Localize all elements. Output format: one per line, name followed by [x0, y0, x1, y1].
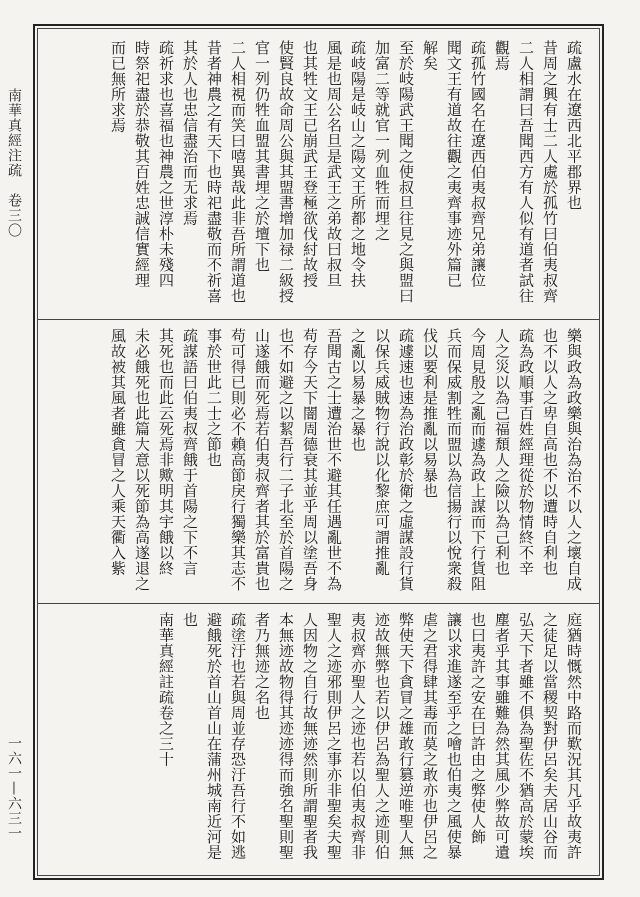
text-column: 至於岐陽武王聞之使叔旦往見之與盟曰 [397, 40, 415, 304]
text-column: 樂與政為政樂與治為治不以人之壞自成 [565, 328, 583, 592]
section-divider [37, 603, 600, 604]
text-column: 苟存今天下闇周德衰其並乎周以塗吾身 [301, 328, 319, 592]
text-column: 疏盧水在遼西北平郡界也 [565, 40, 583, 211]
text-column: 者乃無迹之名也 [253, 612, 271, 721]
text-column: 風是也周公名旦是武王之弟故曰叔旦 [325, 40, 343, 288]
text-column: 疏岐陽是岐山之陽文王所都之地令扶 [349, 40, 367, 288]
text-column: 其死也而此云死焉非歟明其宇餓以終 [157, 328, 175, 576]
text-column: 使賢良故命周公與其盟書增加禄二級授 [277, 40, 295, 304]
section-divider [37, 319, 600, 320]
text-column: 疏謀語曰伯夷叔齊餓于首陽之下不言 [181, 328, 199, 576]
text-column: 而已無所求焉 [109, 40, 127, 133]
text-column: 觀焉 [493, 40, 511, 71]
text-column: 解矣 [421, 40, 439, 71]
text-column: 其於人也忠信盡治而无求焉 [181, 40, 199, 226]
text-column: 山遂餓而死焉若伯夷叔齊者其於富貴也 [253, 328, 271, 592]
text-column: 避餓死於首山首山在蒲州城南近河是 [205, 612, 223, 860]
text-column: 南華真經註疏卷之三十 [157, 612, 175, 767]
text-column: 二人相視而笑曰嘻異哉此非吾所謂道也 [229, 40, 247, 304]
text-column: 疏塗汙也若與周並存恐汙吾行不如逃 [229, 612, 247, 860]
text-column: 聖人之迹邪則伊呂之事亦非聖矣夫聖 [325, 612, 343, 860]
text-column: 也不如避之以絜吾行二子北至於首陽之 [277, 328, 295, 592]
text-column: 風故被其風者雖貪冒之人乘天衢入紫 [109, 328, 127, 576]
text-column: 疏孤竹國名在遼西伯夷叔齊兄弟讓位 [469, 40, 487, 288]
text-column: 官一列仍牲血盟其書埋之於壇下也 [253, 40, 271, 273]
text-column: 庭猶時慨然中路而歎況其凡乎故夷許 [565, 612, 583, 860]
text-column: 吾聞古之士遭治世不避其任遇亂世不為 [325, 328, 343, 592]
text-column: 之亂以易暴之暴也 [349, 328, 367, 452]
text-column: 加富二等就官一列血牲而埋之 [373, 40, 391, 242]
text-column: 也曰夷許之安在曰許由之弊使人飾 [469, 612, 487, 845]
text-column: 讓以求進遂至乎之噲也伯夷之風使暴 [445, 612, 463, 860]
text-column: 人因物之自行故無迹然則所謂聖者我 [301, 612, 319, 860]
text-block-bottom [58, 612, 586, 870]
text-column: 也不以人之卑自高也不以遭時自利也 [541, 328, 559, 576]
text-column: 疏祈求也喜福也神農之世淳朴未殘四 [157, 40, 175, 288]
text-column: 今周見殷之亂而遽為政上謀而下行貨阻 [469, 328, 487, 592]
text-column: 伐以要利是推亂以易暴也 [421, 328, 439, 499]
text-column: 人之災以為己福頹人之險以為己利也 [493, 328, 511, 576]
text-column: 疏遽速也速為治政彰於衛之虛謀設行貨 [397, 328, 415, 592]
text-column: 迹故無弊也若以伊呂為聖人之迹則伯 [373, 612, 391, 860]
text-column: 昔者神農之有天下也時祀盡敬而不祈喜 [205, 40, 223, 304]
text-column: 塵者乎其事雖難為然其風少弊故可遺 [493, 612, 511, 860]
text-column: 弊使天下貪冒之雄敢行篡逆唯聖人無 [397, 612, 415, 860]
text-column: 苟可得已則必不賴高節戾行獨樂其志不 [229, 328, 247, 592]
text-column: 也其牲文王已崩武王登極欲伐紂故授 [301, 40, 319, 288]
text-column: 兵而保威割牲而盟以為信揚行以悅衆殺 [445, 328, 463, 592]
text-column: 也 [181, 612, 199, 628]
margin-page-number: 一六一—六三一 [6, 736, 22, 841]
text-column: 聞文王有道故往觀之夷齊事迹外篇已 [445, 40, 463, 288]
text-column: 二人相謂曰吾聞西方有人似有道者試往 [517, 40, 535, 304]
text-column: 之徒足以當稷契對伊呂矣夫居山谷而 [541, 612, 559, 860]
text-column: 虐之君得肆其毒而莫之敢亦也伊呂之 [421, 612, 439, 860]
text-column: 時祭祀盡於恭敬其百姓忠誠信實經理 [133, 40, 151, 288]
text-column: 昔周之興有士二人處於孤竹曰伯夷叔齊 [541, 40, 559, 304]
text-block-top [58, 40, 586, 312]
text-column: 未必餓死也此篇大意以死節為高遂退之 [133, 328, 151, 592]
text-column: 事於世此二士之節也 [205, 328, 223, 468]
margin-book-title: 南華真經注疏 卷三〇 [6, 88, 22, 238]
text-column: 弘天下者雖不俱為聖佐不猶高於蒙埃 [517, 612, 535, 860]
text-column: 以保兵威賊物行說以化黎庶可謂推亂 [373, 328, 391, 576]
text-block-middle [58, 328, 586, 596]
text-column: 夷叔齊亦聖人之迹也若以伯夷叔齊非 [349, 612, 367, 860]
text-column: 疏為政順事百姓經理從於物情終不辛 [517, 328, 535, 576]
text-column: 本無迹故物得其迹迹得而強名聖則聖 [277, 612, 295, 860]
